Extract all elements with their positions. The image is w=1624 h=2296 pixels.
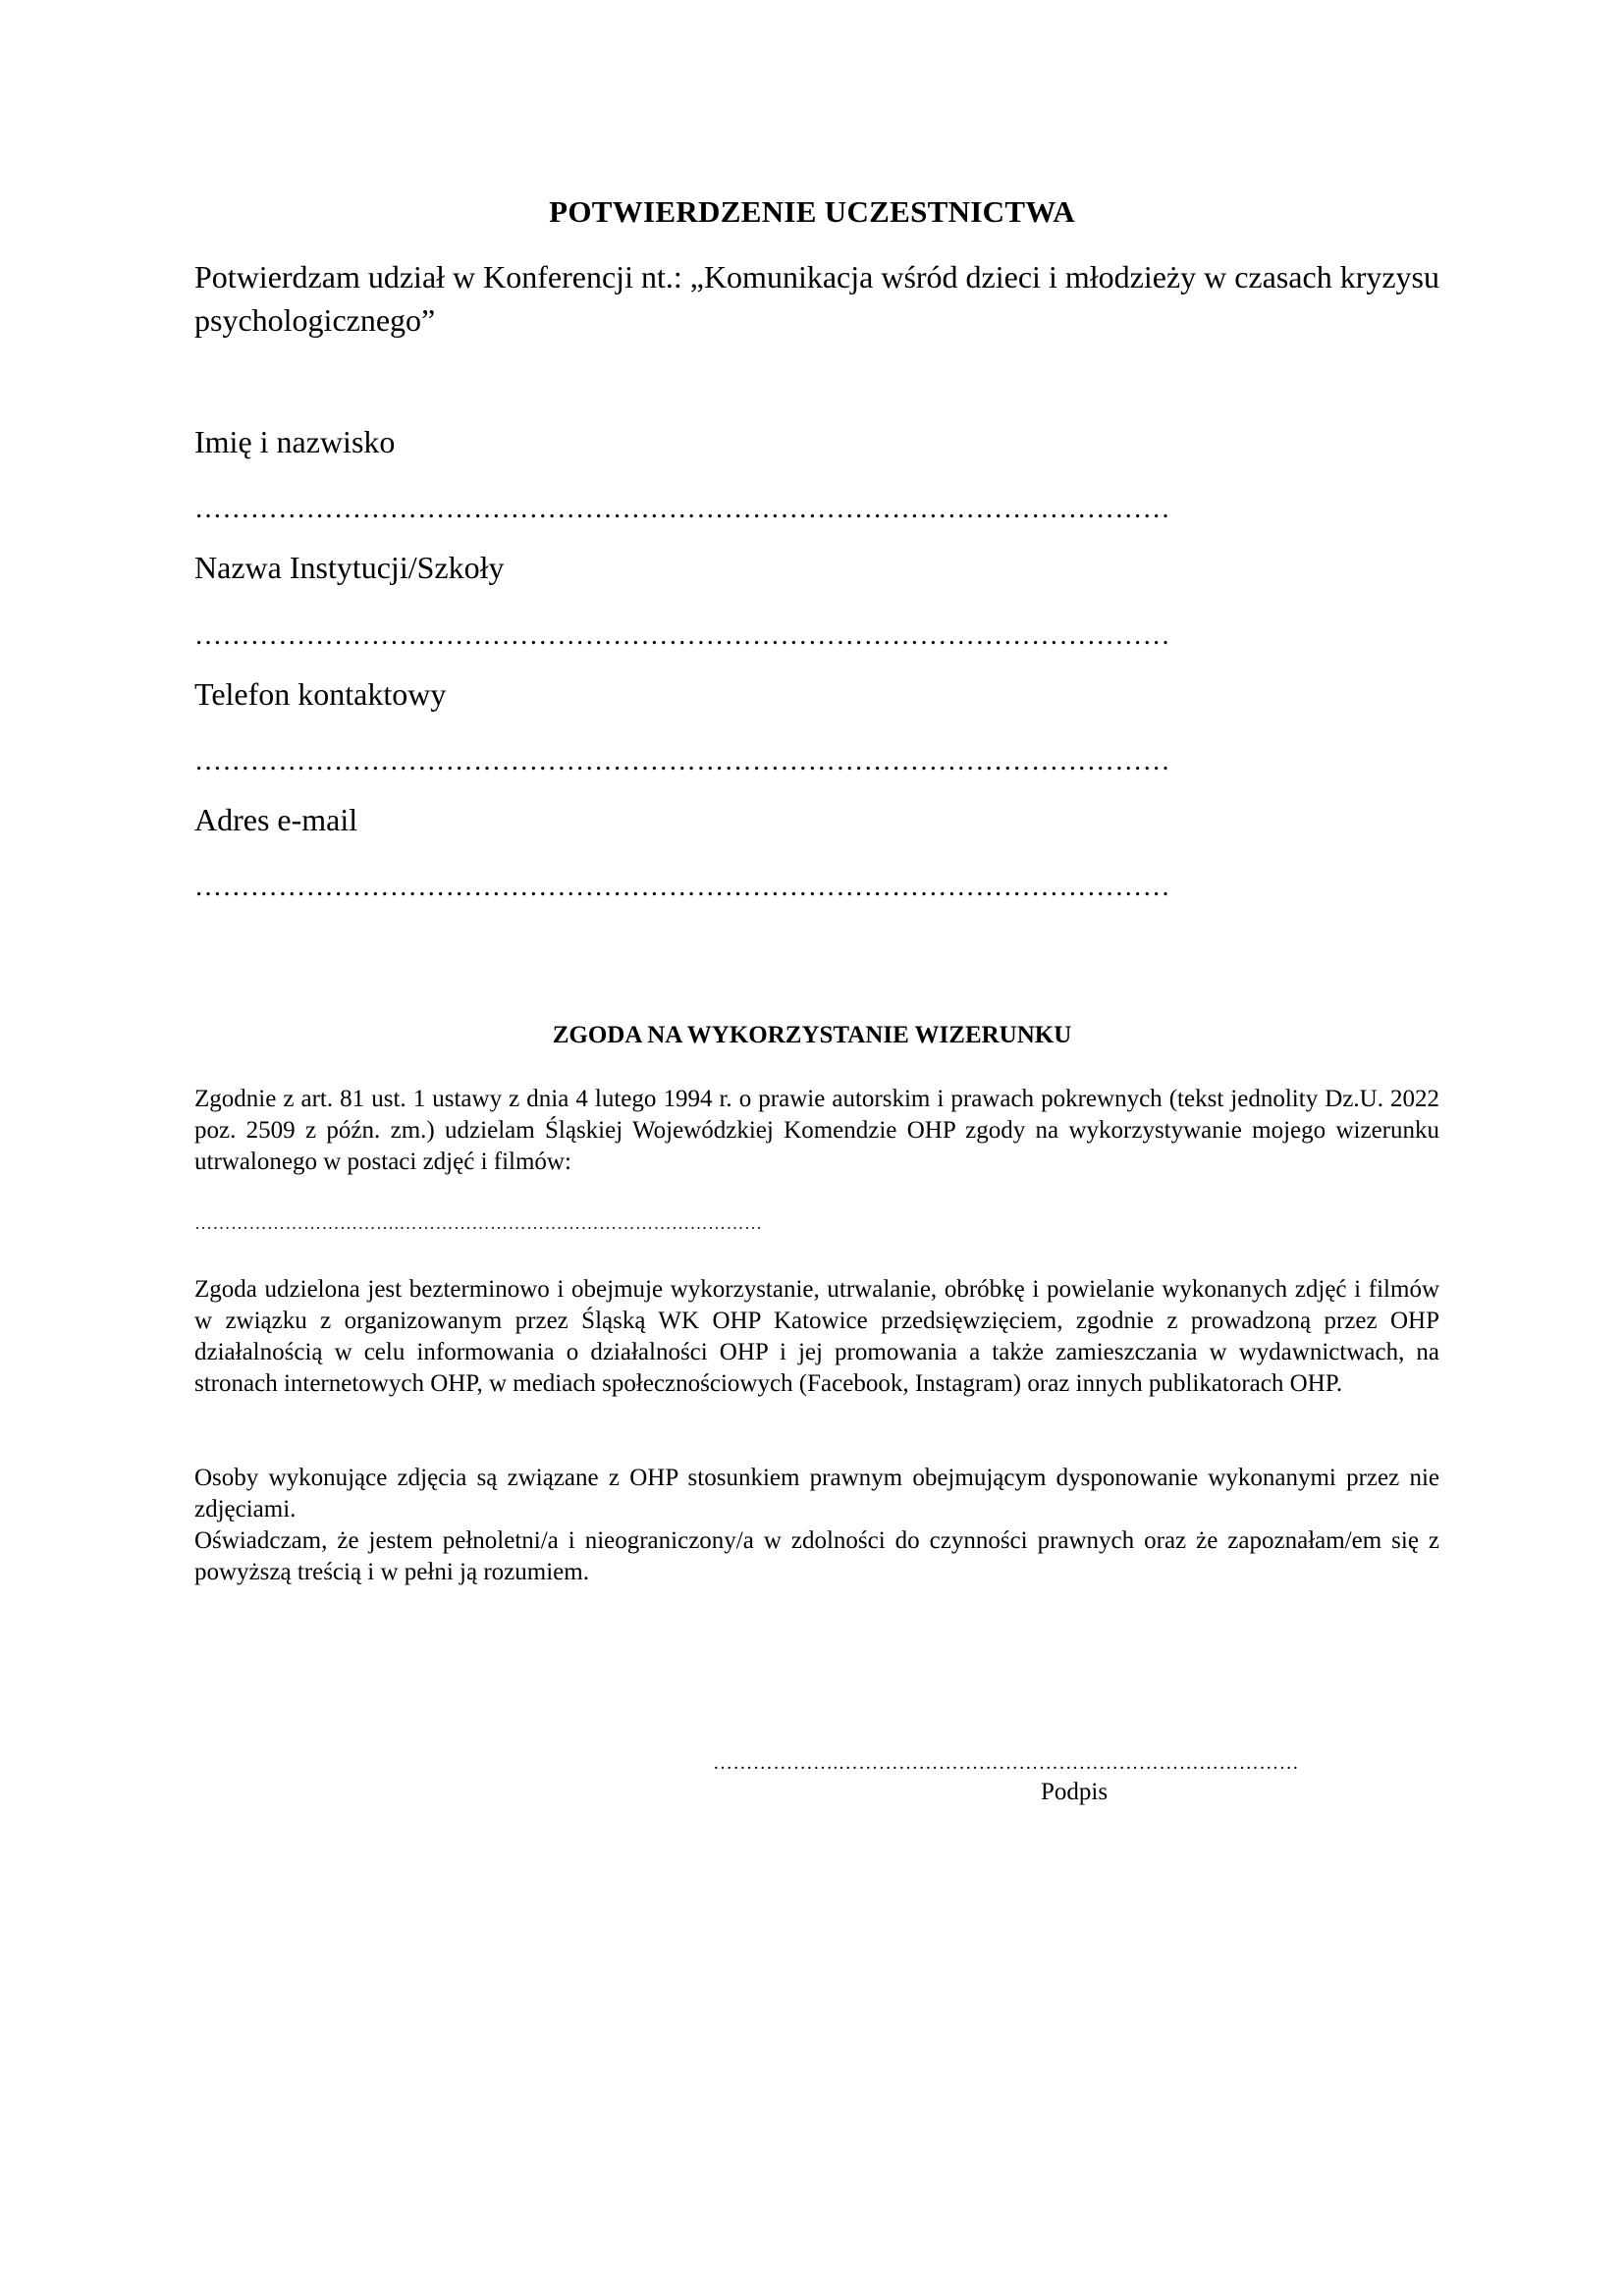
consent-fill-line: …………………………….……………………………………………………	[194, 1213, 763, 1233]
signature-label: Podpis	[1041, 1779, 1109, 1805]
consent-paragraph-legal: Zgodnie z art. 81 ust. 1 ustawy z dnia 4 lutego 1994 r. o prawie autorskim i prawach pokrewnych (tekst jednolity Dz.U. 2022 poz. 2509 z późn. zm.) udzielam Śląskiej Wojewódzkiej Komendzie OHP zgody na wykorzystywanie mojego wizerunku utrwalonego w postaci zdjęć i filmów:	[194, 1086, 1439, 1175]
field-label-email: Adres e-mail	[194, 802, 358, 837]
field-line-institution: ……………………………………………………………………………………………	[194, 621, 1170, 651]
consent-paragraph-scope: Zgoda udzielona jest bezterminowo i obejmuje wykorzystanie, utrwalanie, obróbkę i powielanie wykonanych zdjęć i filmów w związku z organizowanym przez Śląską WK OHP Katowice przedsięwzięciem, zgodnie z prowadzoną przez OHP działalnością w celu informowania o działalności OHP i jej promowania a także zamieszczania w wydawnictwach, na stronach internetowych OHP, w mediach społecznościowych (Facebook, Instagram) oraz innych publikatorach OHP.	[194, 1276, 1439, 1397]
field-line-phone: ……………………………………………………………………………………………	[194, 747, 1170, 776]
signature-line: ……………….……………………………………………………………	[713, 1752, 1299, 1774]
field-label-institution: Nazwa Instytucji/Szkoły	[194, 550, 505, 585]
consent-paragraph-declaration: Oświadczam, że jestem pełnoletni/a i nieograniczony/a w zdolności do czynności prawnych oraz że zapoznałam/em się z powyższą treścią i w pełni ją rozumiem.	[194, 1527, 1439, 1585]
document-title: POTWIERDZENIE UCZESTNICTWA	[549, 194, 1075, 229]
field-label-name: Imię i nazwisko	[194, 424, 396, 459]
field-line-name: ……………………………………………………………………………………………	[194, 495, 1170, 524]
field-line-email: ……………………………………………………………………………………………	[194, 873, 1170, 902]
consent-paragraph-photographers: Osoby wykonujące zdjęcia są związane z OHP stosunkiem prawnym obejmującym dysponowanie wykonanymi przez nie zdjęciami.	[194, 1465, 1439, 1522]
conference-intro: Potwierdzam udział w Konferencji nt.: „Komunikacja wśród dzieci i młodzieży w czasach kryzysu psychologicznego”	[194, 259, 1439, 338]
consent-title: ZGODA NA WYKORZYSTANIE WIZERUNKU	[552, 1022, 1072, 1048]
field-label-phone: Telefon kontaktowy	[194, 676, 447, 712]
